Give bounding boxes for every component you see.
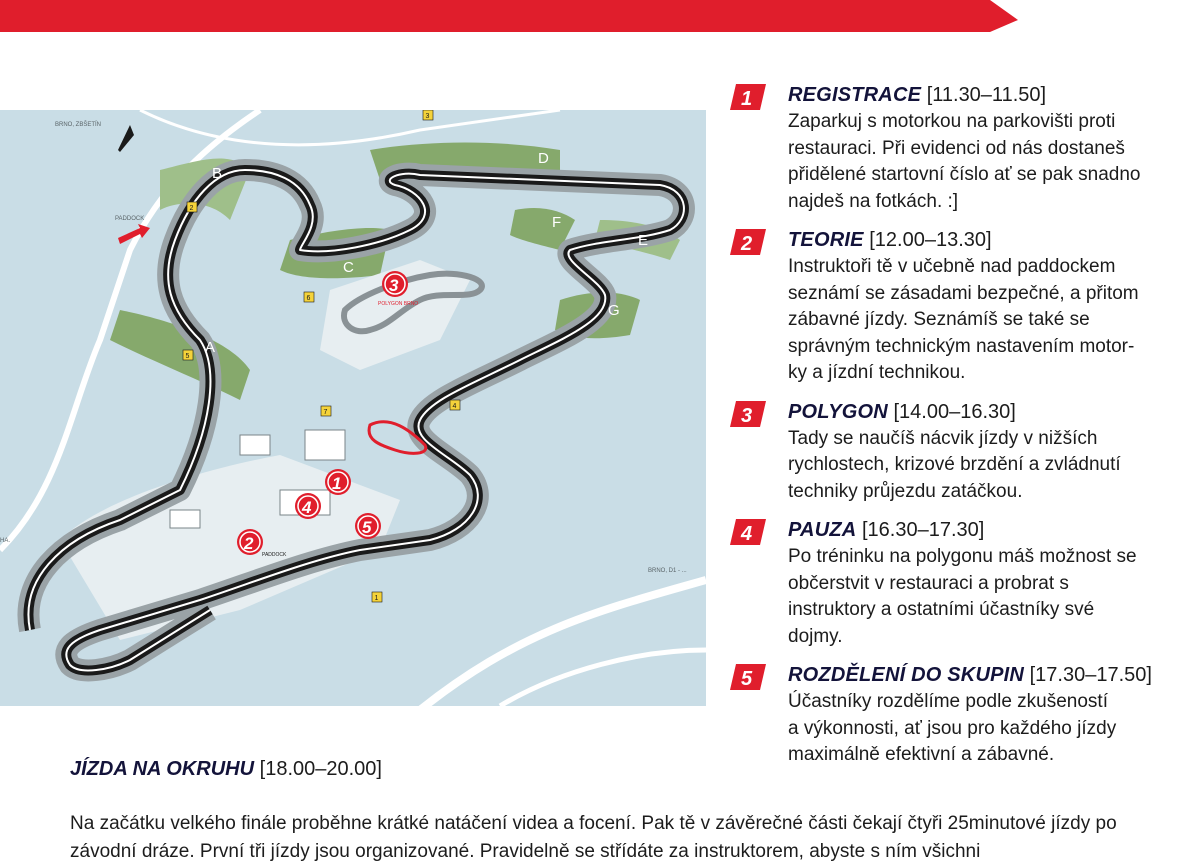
step-line: správným technickým nastavením motor- (788, 335, 1135, 357)
step-line: maximálně efektivní a zábavné. (788, 744, 1055, 765)
station-marker-label: 3 (389, 276, 399, 295)
step-time: [11.30–11.50] (926, 84, 1047, 106)
section-paragraph: Na začátku velkého finále proběhne krátké natáčení videa a focení. Pak tě v závěrečné části čekají čtyři 25minutové jízdy po závodní dráze. První tři jízdy jsou organizované. Pravidelně se střídáte za instruktorem, abyste s ním všichni (70, 813, 1117, 862)
step-rozdeleni (730, 662, 1200, 769)
step-heading (788, 399, 1200, 426)
step-title: POLYGON (788, 400, 888, 423)
step-registrace (730, 82, 1200, 215)
top-banner (0, 0, 1200, 40)
step-number-badge (730, 664, 766, 690)
zone-label: D (538, 150, 549, 167)
step-number: 2 (741, 233, 753, 255)
step-number: 3 (741, 404, 753, 427)
step-number: 4 (741, 523, 753, 545)
section-time: [18.00–20.00] (259, 758, 382, 780)
gate-marker-label: 4 (452, 403, 457, 410)
section-heading (70, 756, 382, 782)
step-number-badge (730, 229, 766, 255)
step-title: REGISTRACE (788, 84, 922, 106)
step-line: Po tréninku na polygonu máš možnost se (788, 546, 1137, 567)
gate-marker (321, 406, 331, 416)
gate-marker (372, 592, 382, 602)
circuit-map (0, 110, 706, 706)
step-pauza (730, 517, 1200, 650)
step-line: techniky průjezdu zatáčkou. (788, 480, 1023, 502)
step-time: [12.00–13.30] (869, 229, 992, 251)
direction-label: BRNO, D1 - ... (648, 568, 687, 574)
paddock-label: PADDOCK (262, 552, 287, 558)
step-teorie (730, 227, 1200, 387)
direction-label: PADDOCK (115, 216, 145, 222)
step-description (788, 544, 1200, 650)
zone-label: A (205, 339, 216, 356)
gate-marker-label: 3 (425, 113, 430, 120)
step-heading (788, 662, 1200, 689)
zone-label: G (608, 302, 620, 319)
gate-marker (304, 292, 314, 302)
step-line: instruktory a ostatními účastníky své (788, 599, 1095, 620)
step-number-badge (730, 401, 766, 427)
step-line: Tady se naučíš nácvik jízdy v nižších (788, 427, 1098, 449)
zone-label: E (638, 232, 649, 249)
step-heading (788, 82, 1200, 109)
step-line: seznámí se zásadami bezpečné, a přitom (788, 282, 1139, 304)
map-background (0, 110, 706, 706)
station-marker-1 (325, 469, 351, 495)
step-heading (788, 517, 1200, 544)
section-title: JÍZDA NA OKRUHU (70, 758, 255, 780)
station-marker-label: 4 (302, 498, 312, 517)
step-line: Účastníky rozdělíme podle zkušeností (788, 691, 1108, 712)
step-heading (788, 227, 1200, 254)
edge-label: HA. (0, 538, 11, 544)
step-title: PAUZA (788, 519, 857, 541)
station-marker-4 (295, 493, 321, 519)
zone-label: C (343, 259, 354, 276)
station-marker-label: 5 (362, 518, 372, 537)
step-number: 1 (741, 88, 753, 110)
step-description (788, 426, 1200, 506)
building (240, 435, 270, 455)
step-time: [14.00–16.30] (893, 400, 1016, 423)
step-line: zábavné jízdy. Seznámíš se také se (788, 309, 1090, 330)
step-line: ky a jízdní technikou. (788, 362, 966, 383)
step-line: Zaparkuj s motorkou na parkovišti proti (788, 111, 1116, 132)
circuit-map-svg (0, 110, 706, 706)
step-line: občerstvit v restauraci a probrat s (788, 572, 1069, 594)
station-marker-3 (382, 271, 408, 297)
zone-label: B (212, 165, 223, 182)
step-time: [16.30–17.30] (861, 519, 985, 541)
direction-label: BRNO, ZBŠETÍN (55, 122, 102, 128)
step-number: 5 (741, 668, 753, 690)
step-line: Instruktoři tě v učebně nad paddockem (788, 256, 1116, 277)
step-time: [17.30–17.50] (1029, 664, 1152, 686)
gate-marker-label: 1 (374, 595, 379, 602)
step-line: a výkonnosti, ať jsou pro každého jízdy (788, 717, 1117, 739)
step-description (788, 254, 1200, 387)
building (170, 510, 200, 528)
step-title: ROZDĚLENÍ DO SKUPIN (788, 664, 1025, 686)
building (305, 430, 345, 460)
gate-marker (423, 110, 433, 120)
step-line: přidělené startovní číslo ať se pak snadno (788, 164, 1141, 185)
station-marker-5 (355, 513, 381, 539)
step-line: rychlostech, krizové brzdění a zvládnutí (788, 454, 1121, 475)
step-description (788, 689, 1200, 769)
gate-marker (183, 350, 193, 360)
gate-marker-label: 7 (323, 409, 328, 416)
zone-label: F (552, 214, 562, 231)
step-line: najdeš na fotkách. :] (788, 190, 959, 212)
station-marker-label: 1 (332, 474, 342, 493)
step-description (788, 109, 1200, 215)
gate-marker-label: 6 (306, 295, 311, 302)
step-number-badge (730, 519, 766, 545)
step-line: restauraci. Při evidenci od nás dostaneš (788, 137, 1125, 159)
gate-marker-label: 2 (189, 205, 194, 212)
step-title: TEORIE (788, 229, 864, 251)
step-line: dojmy. (788, 625, 843, 647)
schedule-steps (730, 82, 1200, 781)
step-number-badge (730, 84, 766, 110)
station-marker-2 (237, 529, 263, 555)
gate-marker-label: 5 (185, 353, 190, 360)
station-marker-label: 2 (244, 534, 254, 553)
polygon-label: POLYGON BRNO (378, 301, 419, 307)
gate-marker (187, 202, 197, 212)
gate-marker (450, 400, 460, 410)
step-polygon (730, 399, 1200, 506)
